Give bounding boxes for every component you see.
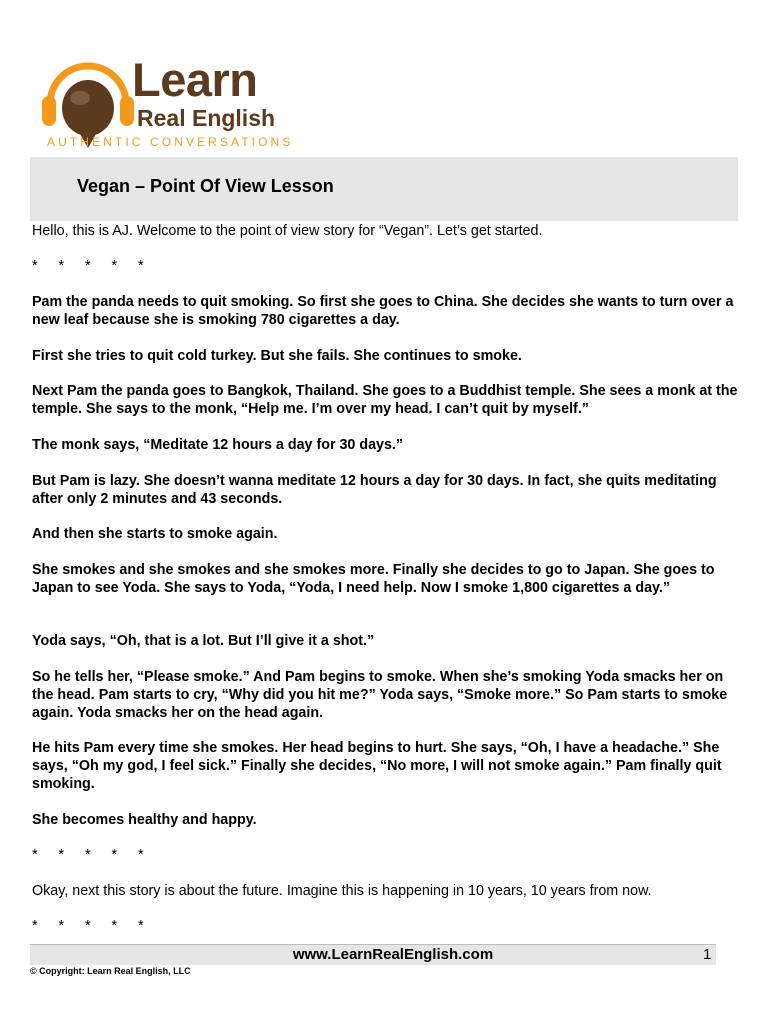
paragraph: And then she starts to smoke again. (32, 526, 278, 542)
logo (40, 53, 300, 152)
logo-word-real-english: Real English (137, 105, 276, 131)
paragraph: The monk says, “Meditate 12 hours a day for 30 days.” (32, 437, 404, 453)
separator: * * * * * (32, 258, 144, 274)
paragraph: So he tells her, “Please smoke.” And Pam begins to smoke. When she’s smoking Yoda smacks her on the head. Pam starts to cry, “Why did you hit me?” Yoda says, “Smoke more.” So Pam starts to smoke again. Yoda smacks her on the head again. (32, 669, 728, 721)
logo-tagline: AUTHENTIC CONVERSATIONS (47, 135, 294, 149)
paragraph: First she tries to quit cold turkey. But she fails. She continues to smoke. (32, 348, 522, 364)
paragraph: She becomes healthy and happy. (32, 812, 257, 828)
page-number: 1 (703, 946, 712, 963)
paragraph-outro: Okay, next this story is about the future. Imagine this is happening in 10 years, 10 years from now. (32, 883, 652, 899)
title-band (30, 157, 738, 221)
paragraph: She smokes and she smokes and she smokes more. Finally she decides to go to Japan. She goes to Japan to see Yoda. She says to Yoda, “Yoda, I need help. Now I smoke 1,800 cigarettes a day.” (32, 562, 715, 596)
footer-url-link[interactable]: www.LearnRealEnglish.com (292, 946, 494, 963)
logo-word-learn: Learn (132, 53, 258, 106)
paragraph-intro: Hello, this is AJ. Welcome to the point of view story for “Vegan”. Let’s get started. (32, 223, 543, 239)
copyright-notice: © Copyright: Learn Real English, LLC (30, 966, 191, 976)
paragraph: Next Pam the panda goes to Bangkok, Thailand. She goes to a Buddhist temple. She sees a monk at the temple. She says to the monk, “Help me. I’m over my head. I can’t quit by myself.” (32, 383, 738, 417)
paragraph: But Pam is lazy. She doesn’t wanna meditate 12 hours a day for 30 days. In fact, she quits meditating after only 2 minutes and 43 seconds. (32, 473, 717, 507)
separator: * * * * * (32, 847, 144, 863)
page-title: Vegan – Point Of View Lesson (77, 176, 334, 196)
paragraph: Pam the panda needs to quit smoking. So first she goes to China. She decides she wants to turn over a new leaf because she is smoking 780 cigarettes a day. (32, 294, 734, 328)
separator: * * * * * (32, 918, 144, 934)
paragraph: He hits Pam every time she smokes. Her head begins to hurt. She says, “Oh, I have a headache.” She says, “Oh my god, I feel sick.” Finally she decides, “No more, I will not smoke again.” Pam finally quit smoking. (32, 740, 722, 792)
paragraph: Yoda says, “Oh, that is a lot. But I’ll give it a shot.” (32, 633, 375, 649)
